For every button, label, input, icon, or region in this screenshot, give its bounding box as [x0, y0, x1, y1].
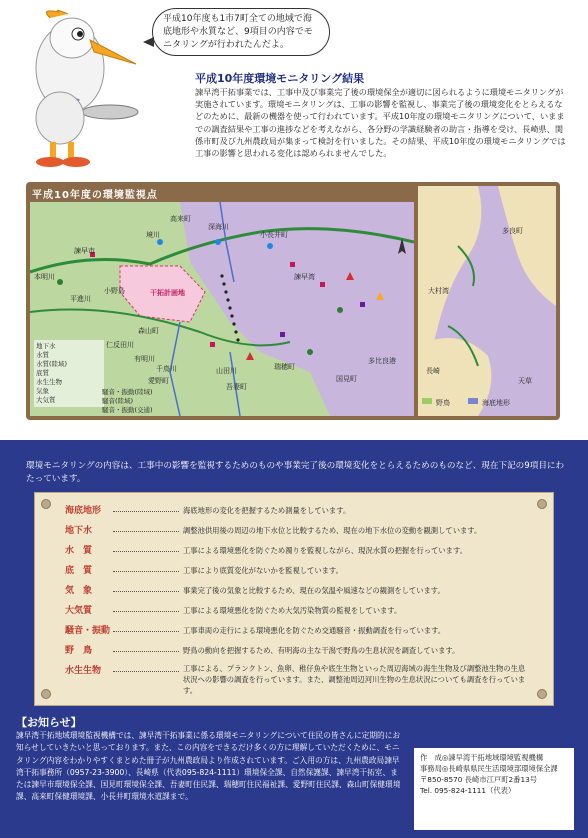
- label-jinkoku: 仁反田川: [106, 341, 134, 349]
- side-legend-yacho: 野鳥: [436, 399, 450, 407]
- item-leader: [113, 651, 179, 652]
- label-sakai: 境川: [146, 231, 160, 239]
- label-moriyama: 森山町: [138, 327, 159, 335]
- legend-souon-kou: 騒音・振動(交通): [102, 406, 153, 414]
- screw-icon: [41, 499, 51, 509]
- side-label-amakusa: 天草: [518, 377, 532, 385]
- item-label: 地下水: [65, 526, 93, 536]
- item-desc: 工事による、プランクトン、魚卵、稚仔魚や底生生物といった周辺海域の海生生物及び調整池生物の生息状況への影響の調査を行っています。また、調整池周辺河川生物の生息状況についても調査を行っています。: [183, 664, 526, 695]
- screw-icon: [537, 689, 547, 699]
- side-map-graphic: [418, 186, 556, 416]
- label-isahaya: 諫早市: [74, 247, 95, 255]
- legend-teishitsu: 底質: [36, 369, 49, 377]
- notice-title: 【お知らせ】: [16, 716, 82, 729]
- monitoring-map-panel: [26, 182, 560, 420]
- label-heishin: 平進川: [70, 295, 91, 303]
- item-leader: [113, 591, 179, 592]
- item-leader: [113, 511, 179, 512]
- section-title: 平成10年度環境モニタリング結果: [195, 72, 365, 85]
- label-konagai: 小長井町: [260, 231, 288, 239]
- label-arima: 有明川: [134, 355, 155, 363]
- speech-bubble: [152, 8, 330, 56]
- side-legend-kaitei: 海底地形: [482, 399, 510, 407]
- legend-kisho: 気象: [36, 387, 49, 395]
- label-aino: 愛野町: [148, 377, 169, 385]
- item-desc: 工事による環境悪化を防ぐため大気汚染物質の監視をしています。: [183, 606, 402, 615]
- item-desc: 事業完了後の気象と比較するため、現在の気温や風速などの観測をしています。: [183, 586, 445, 595]
- notice-body: 諫早湾干拓地域環境監視機構では、諫早湾干拓事業に係る環境モニタリングについて住民の皆さんに定期的にお知らせしていきたいと思っております。また、この内容をできるだけ多くの方に理解していただくために、モニタリング内容をわかりやすくまとめた冊子が九州農政局より作成されています。ご入用の方は、九州農政局諫早湾干拓事務所（0957-23-3900）、長崎県（代表095-824-1111）環境保全課、自然保護課、諫早湾干拓室、または諫早市環境保全課、国見町環境保全課、吾妻町住民課、瑞穂町住民福祉課、愛野町住民課、森山町保健環境課、高来町保健環境課、小長井町環境水道課まで。: [16, 731, 401, 802]
- map-legend-2: [102, 388, 153, 415]
- item-label: 底 質: [65, 566, 93, 576]
- item-label: 水 質: [65, 546, 93, 556]
- contact-box: [414, 748, 574, 830]
- screw-icon: [537, 499, 547, 509]
- item-label: 騒音・振動: [65, 626, 111, 636]
- legend-suii: 水質: [36, 351, 49, 359]
- item-desc: 調整池供用後の周辺の地下水位と比較するため、現在の地下水位の変動を観測しています。: [183, 526, 482, 535]
- top-section: [0, 0, 588, 180]
- item-label: 野 鳥: [65, 646, 93, 656]
- label-honmyo: 本明川: [34, 273, 55, 281]
- legend-suisei: 水生生物: [36, 378, 62, 386]
- section-intro: 諫早湾干拓事業では、工事中及び事業完了後の環境保全が適切に図られるように環境モニタリングが実施されています。環境モニタリングは、工事の影響を監視し、事業完了後の環境変化をとらえるなどのために、最新の機器を使って行われています。平成10年度の環境モニタリングについて、いままでの調査結果や工事の進捗などを考えながら、各分野の学識経験者の助言・指導を受け、長崎県、関係市町及び九州農政局が集まって検討を行いました。その結果、平成10年度の環境モニタリングでは工事の影響と思われる変化は認められませんでした。: [195, 87, 566, 159]
- contact-line-3: 〒850-8570 長崎市江戸町2番13号: [420, 775, 538, 784]
- item-desc: 工事車両の走行による環境悪化を防ぐため交通騒音・振動調査を行っています。: [183, 626, 446, 635]
- label-kunimi: 国見町: [336, 375, 357, 383]
- legend-souon-gyo: 騒音(陸域): [102, 397, 134, 405]
- side-label-tara: 多良町: [502, 227, 523, 235]
- contact-line-4: Tel. 095-824-1111（代表）: [420, 786, 516, 795]
- label-reclaim: 干拓計画地: [150, 289, 185, 297]
- label-takaki: 高来町: [170, 215, 191, 223]
- item-leader: [113, 671, 179, 672]
- map-legend: [34, 340, 104, 407]
- item-label: 気 象: [65, 586, 93, 596]
- side-map: [418, 186, 556, 416]
- item-leader: [113, 551, 179, 552]
- side-label-nagasaki: 長崎: [426, 367, 440, 375]
- contact-line-1: 作 成◎諫早湾干拓地域環境監視機構: [420, 753, 544, 762]
- legend-souon: 騒音・振動(陸域): [102, 388, 153, 396]
- label-tarahi: 多比良港: [368, 357, 396, 365]
- item-leader: [113, 631, 179, 632]
- item-label: 水生生物: [65, 666, 102, 676]
- legend-suii-tenki: 水質(陸域): [36, 360, 68, 368]
- label-bay: 諫早湾: [294, 273, 315, 281]
- map-title: 平成10年度の環境監視点: [32, 190, 158, 201]
- label-ko-nogawa: 小野島: [104, 287, 125, 295]
- item-label: 大気質: [65, 606, 93, 616]
- label-yamada: 山田川: [216, 367, 237, 375]
- label-mizuho: 瑞穂町: [274, 363, 295, 371]
- contact-line-2: 事務局◎長崎県県民生活環境部環境保全課: [420, 764, 558, 773]
- items-board: [34, 492, 554, 706]
- item-leader: [113, 611, 179, 612]
- item-leader: [113, 531, 179, 532]
- item-desc: 工事による環境悪化を防ぐため濁りを監視しながら、現況水質の把握を行っています。: [183, 546, 467, 555]
- side-label-omura: 大村湾: [428, 287, 449, 295]
- mascot-bird-icon: [10, 8, 140, 173]
- speech-bubble-text: 平成10年度も1市7町全ての地域で海底地形や水質など、9項目の内容でモニタリングが行われたんだよ。: [163, 14, 313, 50]
- legend-chikasui: 地下水: [36, 342, 56, 350]
- item-desc: 海底地形の変化を把握するため測量をしています。: [183, 506, 351, 515]
- main-map: [30, 202, 414, 416]
- item-label: 海底地形: [65, 506, 102, 516]
- item-desc: 野鳥の動向を把握するため、有明海の主な干潟で野鳥の生息状況を調査しています。: [183, 646, 460, 655]
- legend-taiki: 大気質: [36, 396, 56, 404]
- label-azuma: 吾妻町: [226, 383, 247, 391]
- label-chiho: 千鳥川: [156, 365, 177, 373]
- label-fukata: 深海川: [208, 223, 229, 231]
- item-desc: 工事により底質変化がないかを監視しています。: [183, 566, 343, 575]
- band-intro: 環境モニタリングの内容は、工事中の影響を監視するためのものや事業完了後の環境変化をとらえるためのものなど、現在下記の9項目にわたっています。: [26, 461, 565, 484]
- item-leader: [113, 571, 179, 572]
- screw-icon: [41, 689, 51, 699]
